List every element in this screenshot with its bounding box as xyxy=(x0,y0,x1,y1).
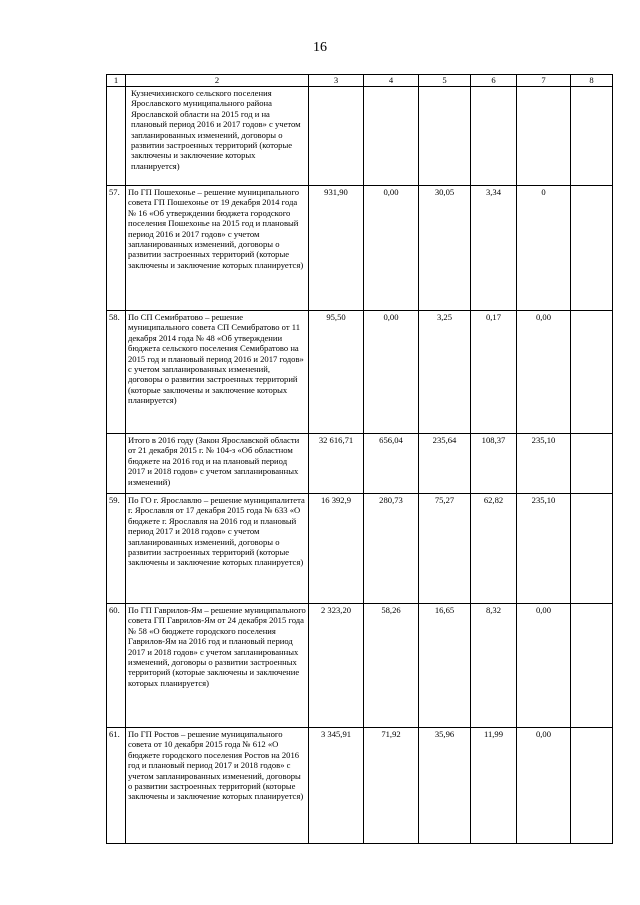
table-row xyxy=(107,728,613,844)
cell-value xyxy=(571,311,613,434)
row-description: По ГП Пошехонье – решение муниципального совета ГП Пошехонье от 19 декабря 2014 года № 16 «Об утверждении бюджета городского поселения Пошехонье на 2015 год и плановый период 2016 и 2017 годов» с учетом запланированных изменений, договоры о развитии застроенных территорий (которые заключены и заключение которых планируется) xyxy=(126,186,309,311)
cell-value: 0,17 xyxy=(471,311,517,434)
table-row xyxy=(107,186,613,311)
column-number: 8 xyxy=(571,75,613,87)
table-row xyxy=(107,87,613,186)
row-description: По ГП Ростов – решение муниципального совета от 10 декабря 2015 года № 612 «О бюджете городского поселения Ростов на 2016 год и плановый период 2017 и 2018 годов» с учетом запланированных изменений, договоры о развитии застроенных территорий (которые заключены и заключение которых планируется) xyxy=(126,728,309,844)
page-number: 16 xyxy=(313,40,327,55)
cell-value xyxy=(419,87,471,186)
cell-value: 58,26 xyxy=(364,604,419,728)
cell-value: 0,00 xyxy=(517,604,571,728)
cell-value: 3,25 xyxy=(419,311,471,434)
table-row xyxy=(107,311,613,434)
row-description: По ГП Гаврилов-Ям – решение муниципального совета ГП Гаврилов-Ям от 24 декабря 2015 года № 58 «О бюджете городского поселения Гаврилов-Ям на 2016 год и плановый период 2017 и 2018 годов» с учетом запланированных изменений, договоры о развитии застроенных территорий (которые заключены и заключение которых планируется) xyxy=(126,604,309,728)
row-description: Кузнечихинского сельского поселения Ярославского муниципального района Ярославской области на 2015 год и на плановый период 2016 и 2017 годов» с учетом запланированных изменений, договоры о развитии застроенных территорий (которые заключены и заключение которых планируется) xyxy=(126,87,309,186)
row-number: 57. xyxy=(107,186,126,311)
row-number: 59. xyxy=(107,494,126,604)
cell-value: 0,00 xyxy=(364,311,419,434)
cell-value xyxy=(364,87,419,186)
cell-value: 95,50 xyxy=(309,311,364,434)
cell-value: 656,04 xyxy=(364,434,419,494)
cell-value: 0,00 xyxy=(517,728,571,844)
cell-value: 235,10 xyxy=(517,434,571,494)
table-row-total xyxy=(107,434,613,494)
table-row xyxy=(107,494,613,604)
cell-value xyxy=(571,87,613,186)
row-number xyxy=(107,87,126,186)
row-description: Итого в 2016 году (Закон Ярославской области от 21 декабря 2015 г. № 104-з «Об областном бюджете на 2016 год и на плановый период 2017 и 2018 годов» с учетом запланированных изменений) xyxy=(126,434,309,494)
cell-value xyxy=(571,186,613,311)
cell-value xyxy=(571,604,613,728)
cell-value: 35,96 xyxy=(419,728,471,844)
cell-value xyxy=(571,728,613,844)
column-number: 3 xyxy=(309,75,364,87)
cell-value: 0,00 xyxy=(364,186,419,311)
cell-value xyxy=(571,494,613,604)
cell-value: 32 616,71 xyxy=(309,434,364,494)
cell-value xyxy=(471,87,517,186)
budget-table xyxy=(106,74,613,844)
row-number xyxy=(107,434,126,494)
cell-value: 62,82 xyxy=(471,494,517,604)
row-number: 58. xyxy=(107,311,126,434)
column-number: 5 xyxy=(419,75,471,87)
cell-value xyxy=(517,87,571,186)
cell-value: 71,92 xyxy=(364,728,419,844)
cell-value: 8,32 xyxy=(471,604,517,728)
cell-value: 235,10 xyxy=(517,494,571,604)
column-number: 6 xyxy=(471,75,517,87)
cell-value: 0,00 xyxy=(517,311,571,434)
column-number: 2 xyxy=(126,75,309,87)
cell-value: 235,64 xyxy=(419,434,471,494)
cell-value: 280,73 xyxy=(364,494,419,604)
table-row xyxy=(107,604,613,728)
cell-value: 75,27 xyxy=(419,494,471,604)
cell-value: 30,05 xyxy=(419,186,471,311)
row-description: По ГО г. Ярославлю – решение муниципалитета г. Ярославля от 17 декабря 2015 года № 633 «О бюджете г. Ярославля на 2016 год и плановый период 2017 и 2018 годов» с учетом запланированных изменений, договоры о развитии застроенных территорий (которые заключены и заключение которых планируется) xyxy=(126,494,309,604)
column-number: 4 xyxy=(364,75,419,87)
cell-value: 11,99 xyxy=(471,728,517,844)
cell-value: 3 345,91 xyxy=(309,728,364,844)
column-number: 1 xyxy=(107,75,126,87)
cell-value: 3,34 xyxy=(471,186,517,311)
cell-value xyxy=(309,87,364,186)
row-number: 60. xyxy=(107,604,126,728)
column-number-row xyxy=(107,75,613,87)
cell-value: 2 323,20 xyxy=(309,604,364,728)
row-number: 61. xyxy=(107,728,126,844)
cell-value: 0 xyxy=(517,186,571,311)
cell-value: 16 392,9 xyxy=(309,494,364,604)
cell-value: 931,90 xyxy=(309,186,364,311)
cell-value xyxy=(571,434,613,494)
row-description: По СП Семибратово – решение муниципального совета СП Семибратово от 11 декабря 2014 года № 48 «Об утверждении бюджета сельского поселения Семибратово на 2015 год и плановый период 2016 и 2017 годов» с учетом запланированных изменений, договоры о развитии застроенных территорий (которые заключены и заключение которых планируется) xyxy=(126,311,309,434)
column-number: 7 xyxy=(517,75,571,87)
cell-value: 16,65 xyxy=(419,604,471,728)
cell-value: 108,37 xyxy=(471,434,517,494)
